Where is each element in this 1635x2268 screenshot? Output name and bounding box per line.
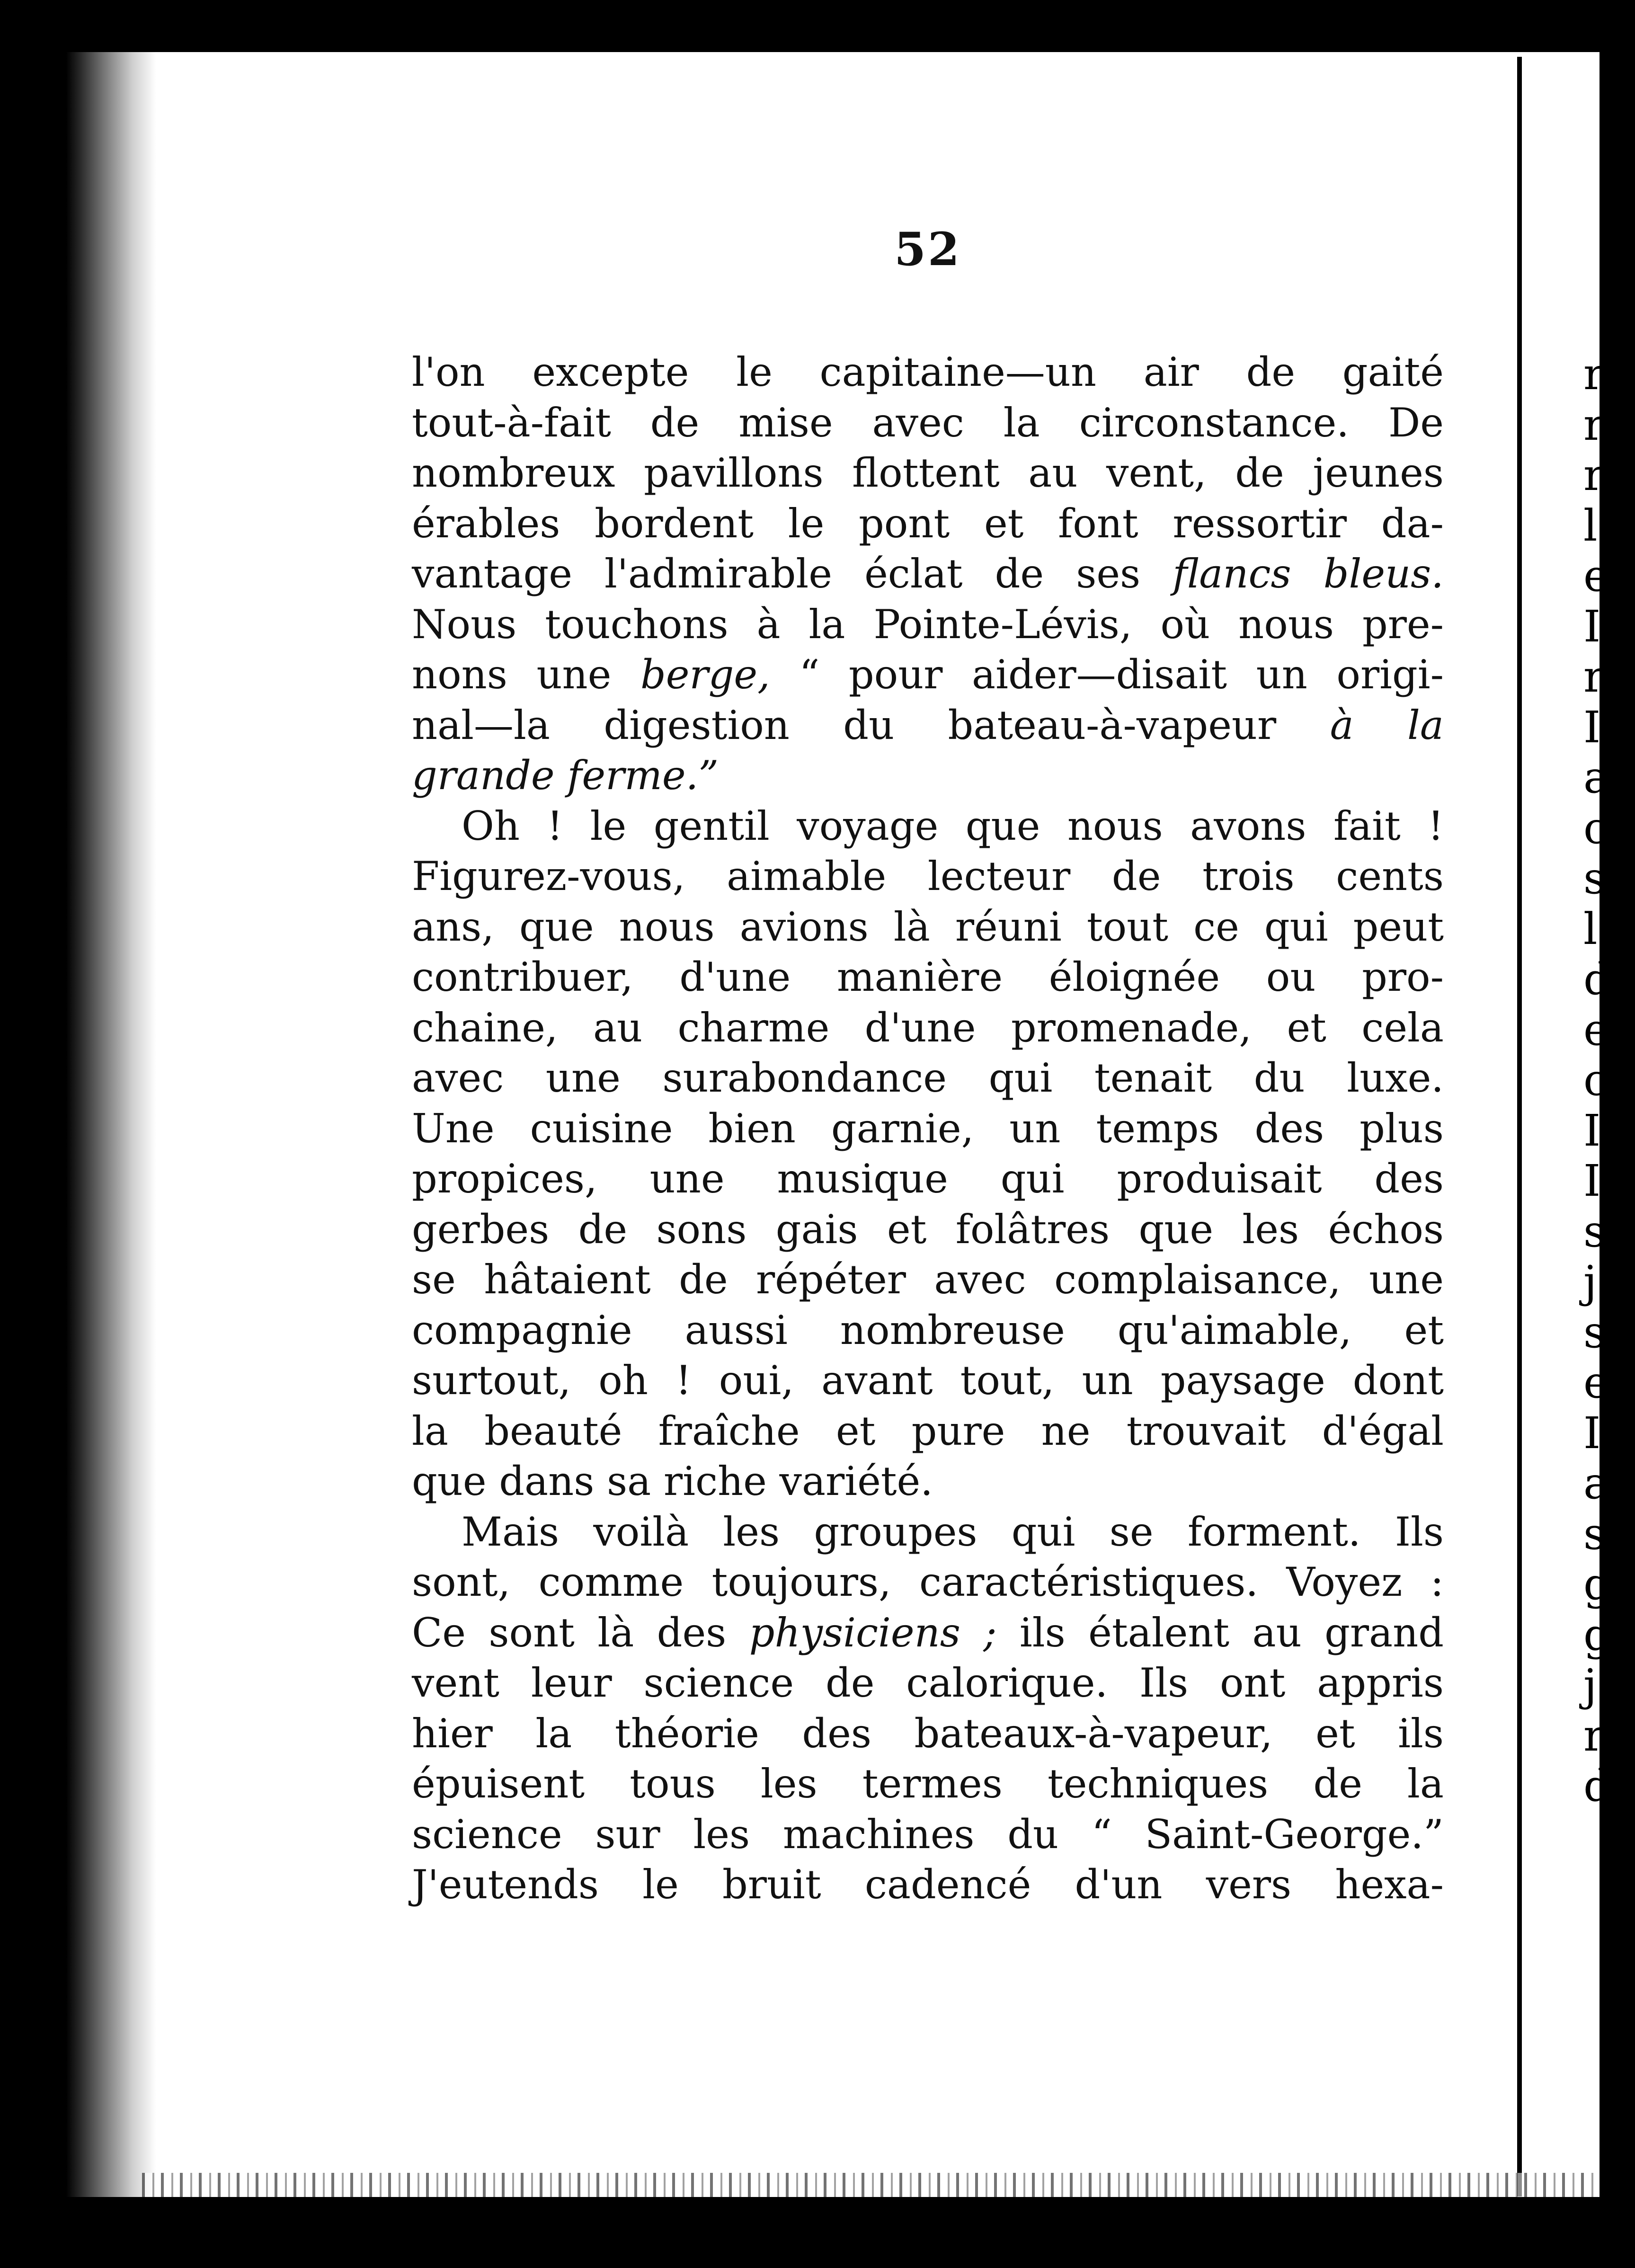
text-line: sont, comme toujours, caractéristiques. Voyez : bbox=[412, 1559, 1444, 1605]
text-line: Figurez-vous, aimable lecteur de trois cents bbox=[412, 853, 1444, 899]
text-line: la beauté fraîche et pure ne trouvait d'égal bbox=[412, 1407, 1444, 1454]
text-line: science sur les machines du “ Saint-George.” bbox=[412, 1811, 1444, 1858]
facing-page-letter: a bbox=[1583, 1458, 1609, 1509]
italic-phrase: physiciens ; bbox=[749, 1609, 997, 1656]
facing-page-letter: r bbox=[1583, 450, 1604, 500]
bottom-scan-border bbox=[0, 2197, 1635, 2268]
text-line: propices, une musique qui produisait des bbox=[412, 1156, 1444, 1202]
text-line: nal—la digestion du bateau-à-vapeur à la bbox=[412, 702, 1444, 748]
page-number: 52 bbox=[894, 222, 961, 276]
facing-page-letter: c bbox=[1583, 802, 1608, 854]
text-line: hier la théorie des bateaux-à-vapeur, et ils bbox=[412, 1710, 1444, 1757]
facing-page-letter: s bbox=[1583, 853, 1606, 904]
text-line: Mais voilà les groupes qui se forment. Ils bbox=[462, 1508, 1444, 1555]
text-line: nons une berge, “ pour aider—disait un origi- bbox=[412, 651, 1444, 698]
top-scan-border bbox=[0, 0, 1635, 52]
text-line: que dans sa riche variété. bbox=[412, 1458, 933, 1504]
facing-page-letter: I bbox=[1583, 1407, 1601, 1459]
facing-page-letter: g bbox=[1583, 1559, 1611, 1610]
text-line: contribuer, d'une manière éloignée ou pro- bbox=[412, 954, 1444, 1000]
facing-page-letter: r bbox=[1583, 349, 1604, 400]
facing-page-letter: l bbox=[1583, 903, 1598, 954]
facing-page-letter: r bbox=[1583, 399, 1604, 450]
facing-page-letter: I bbox=[1583, 601, 1601, 652]
facing-page-letter: c bbox=[1583, 1055, 1608, 1105]
text-line: ans, que nous avions là réuni tout ce qui peut bbox=[412, 903, 1444, 950]
facing-page-letter: e bbox=[1583, 1004, 1609, 1055]
right-scan-border bbox=[1599, 0, 1635, 2268]
text-line: J'eutends le bruit cadencé d'un vers hexa- bbox=[412, 1861, 1444, 1908]
facing-page-letter: j bbox=[1583, 1660, 1597, 1710]
text-line: surtout, oh ! oui, avant tout, un paysage dont bbox=[412, 1357, 1444, 1404]
text-line: épuisent tous les termes techniques de la bbox=[412, 1761, 1444, 1807]
text-line: l'on excepte le capitaine—un air de gaité bbox=[412, 349, 1444, 395]
facing-page-letter: s bbox=[1583, 1508, 1606, 1559]
text-line: Nous touchons à la Pointe-Lévis, où nous pre- bbox=[412, 601, 1444, 648]
body-text bbox=[412, 347, 1444, 1910]
text-line: vantage l'admirable éclat de ses flancs bleus. bbox=[412, 551, 1444, 597]
facing-page-letter: I bbox=[1583, 702, 1601, 753]
text-line: Oh ! le gentil voyage que nous avons fait ! bbox=[462, 802, 1444, 849]
paragraph-2 bbox=[412, 801, 1444, 1507]
text-line: gerbes de sons gais et folâtres que les échos bbox=[412, 1206, 1444, 1253]
book-page bbox=[412, 222, 1444, 1910]
facing-page-letter: I bbox=[1583, 1105, 1601, 1156]
facing-page-letter: j bbox=[1583, 1256, 1597, 1307]
facing-page-letter: e bbox=[1583, 1357, 1609, 1408]
paragraph-3 bbox=[412, 1507, 1444, 1910]
text-line: vent leur science de calorique. Ils ont appris bbox=[412, 1660, 1444, 1706]
text-line: grande ferme.” bbox=[412, 752, 719, 799]
italic-phrase: flancs bleus. bbox=[1173, 551, 1444, 597]
facing-page-letter: d bbox=[1583, 1761, 1611, 1811]
italic-phrase: à la bbox=[1330, 702, 1444, 748]
facing-page-letter: s bbox=[1583, 1206, 1606, 1257]
text-line: chaine, au charme d'une promenade, et cela bbox=[412, 1004, 1444, 1051]
facing-page-letter: g bbox=[1583, 1609, 1611, 1660]
facing-page-letter: s bbox=[1583, 1307, 1606, 1358]
facing-page-letter: l bbox=[1583, 500, 1598, 551]
facing-page-letter: a bbox=[1583, 752, 1609, 803]
paragraph-1 bbox=[412, 347, 1444, 801]
text-line: nombreux pavillons flottent au vent, de jeunes bbox=[412, 450, 1444, 496]
text-line: se hâtaient de répéter avec complaisance, une bbox=[412, 1256, 1444, 1303]
text-line: Ce sont là des physiciens ; ils étalent au grand bbox=[412, 1609, 1444, 1656]
text-line: tout-à-fait de mise avec la circonstance. De bbox=[412, 399, 1444, 446]
facing-page-letter: r bbox=[1583, 651, 1604, 702]
text-line: érables bordent le pont et font ressortir da- bbox=[412, 500, 1444, 547]
left-page-edge-shadow bbox=[0, 0, 156, 2268]
facing-page-letter: I bbox=[1583, 1156, 1601, 1206]
facing-page-letter: r bbox=[1583, 1710, 1604, 1761]
text-line: avec une surabondance qui tenait du luxe. bbox=[412, 1055, 1444, 1101]
text-line: Une cuisine bien garnie, un temps des plus bbox=[412, 1105, 1444, 1152]
facing-page-letter: d bbox=[1583, 954, 1611, 1005]
book-spine-line bbox=[1517, 57, 1522, 2197]
text-line: compagnie aussi nombreuse qu'aimable, et bbox=[412, 1307, 1444, 1353]
italic-phrase: berge, bbox=[640, 651, 770, 698]
facing-page-letter: e bbox=[1583, 551, 1609, 601]
